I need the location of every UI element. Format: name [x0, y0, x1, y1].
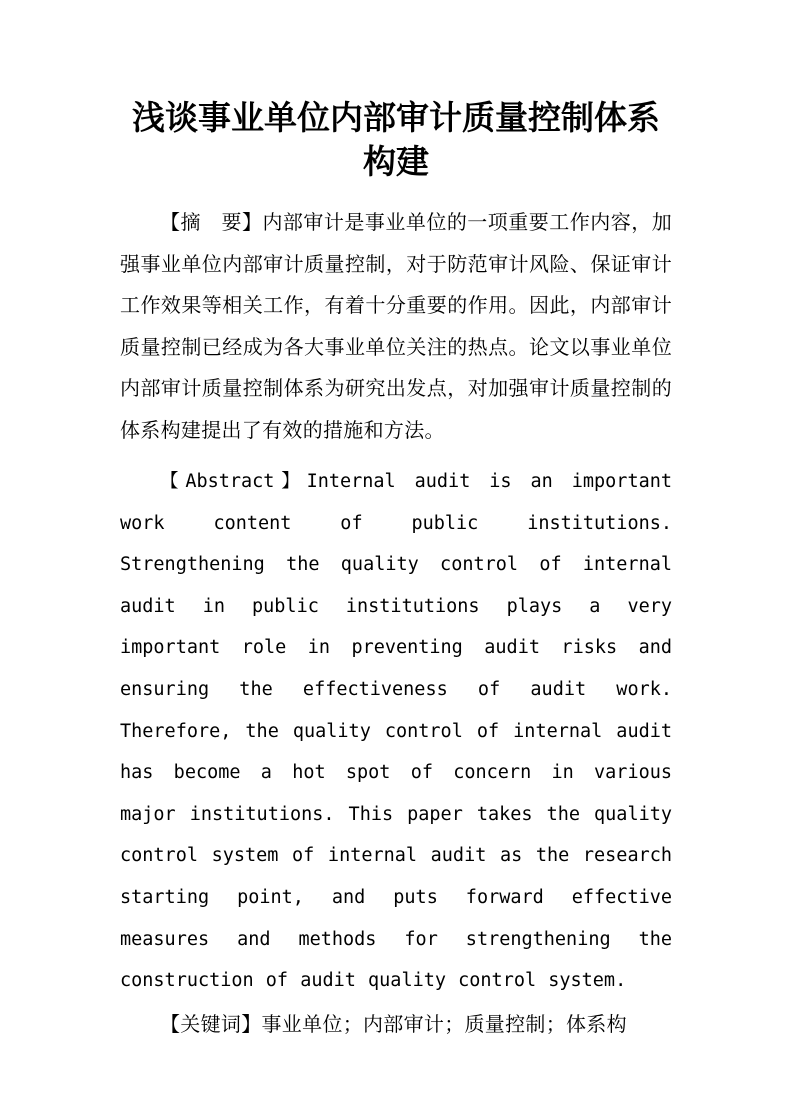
document-title: 浅谈事业单位内部审计质量控制体系构建: [132, 98, 660, 181]
abstract-chinese-text: 内部审计是事业单位的一项重要工作内容，加强事业单位内部审计质量控制，对于防范审计风险、保证审计工作效果等相关工作，有着十分重要的作用。因此，内部审计质量控制已经成为各大事业单位关注的热点。论文以事业单位内部审计质量控制体系为研究出发点，对加强审计质量控制的体系构建提出了有效的措施和方法。: [120, 210, 672, 442]
abstract-chinese: [120, 202, 672, 451]
abstract-english-label: 【Abstract】: [160, 471, 307, 492]
keywords: [120, 1004, 672, 1046]
abstract-english-text: Internal audit is an important work content of public institutions. Strengthening the quality control of internal audit in public institutions plays a very important role in preventing audit risks and ensuring the effectiveness of audit work. Therefore, the quality control of internal audit has become a hot spot of concern in various major institutions. This paper takes the quality control system of internal audit as the research starting point, and puts forward effective measures and methods for strengthening the construction of audit quality control system.: [120, 471, 673, 992]
document-page: [120, 96, 672, 1045]
abstract-chinese-label: 【摘 要】: [160, 210, 263, 234]
keywords-text: 事业单位；内部审计；质量控制；体系构: [261, 1011, 627, 1036]
keywords-label: 【关键词】: [160, 1011, 262, 1036]
abstract-english: [120, 461, 672, 1002]
